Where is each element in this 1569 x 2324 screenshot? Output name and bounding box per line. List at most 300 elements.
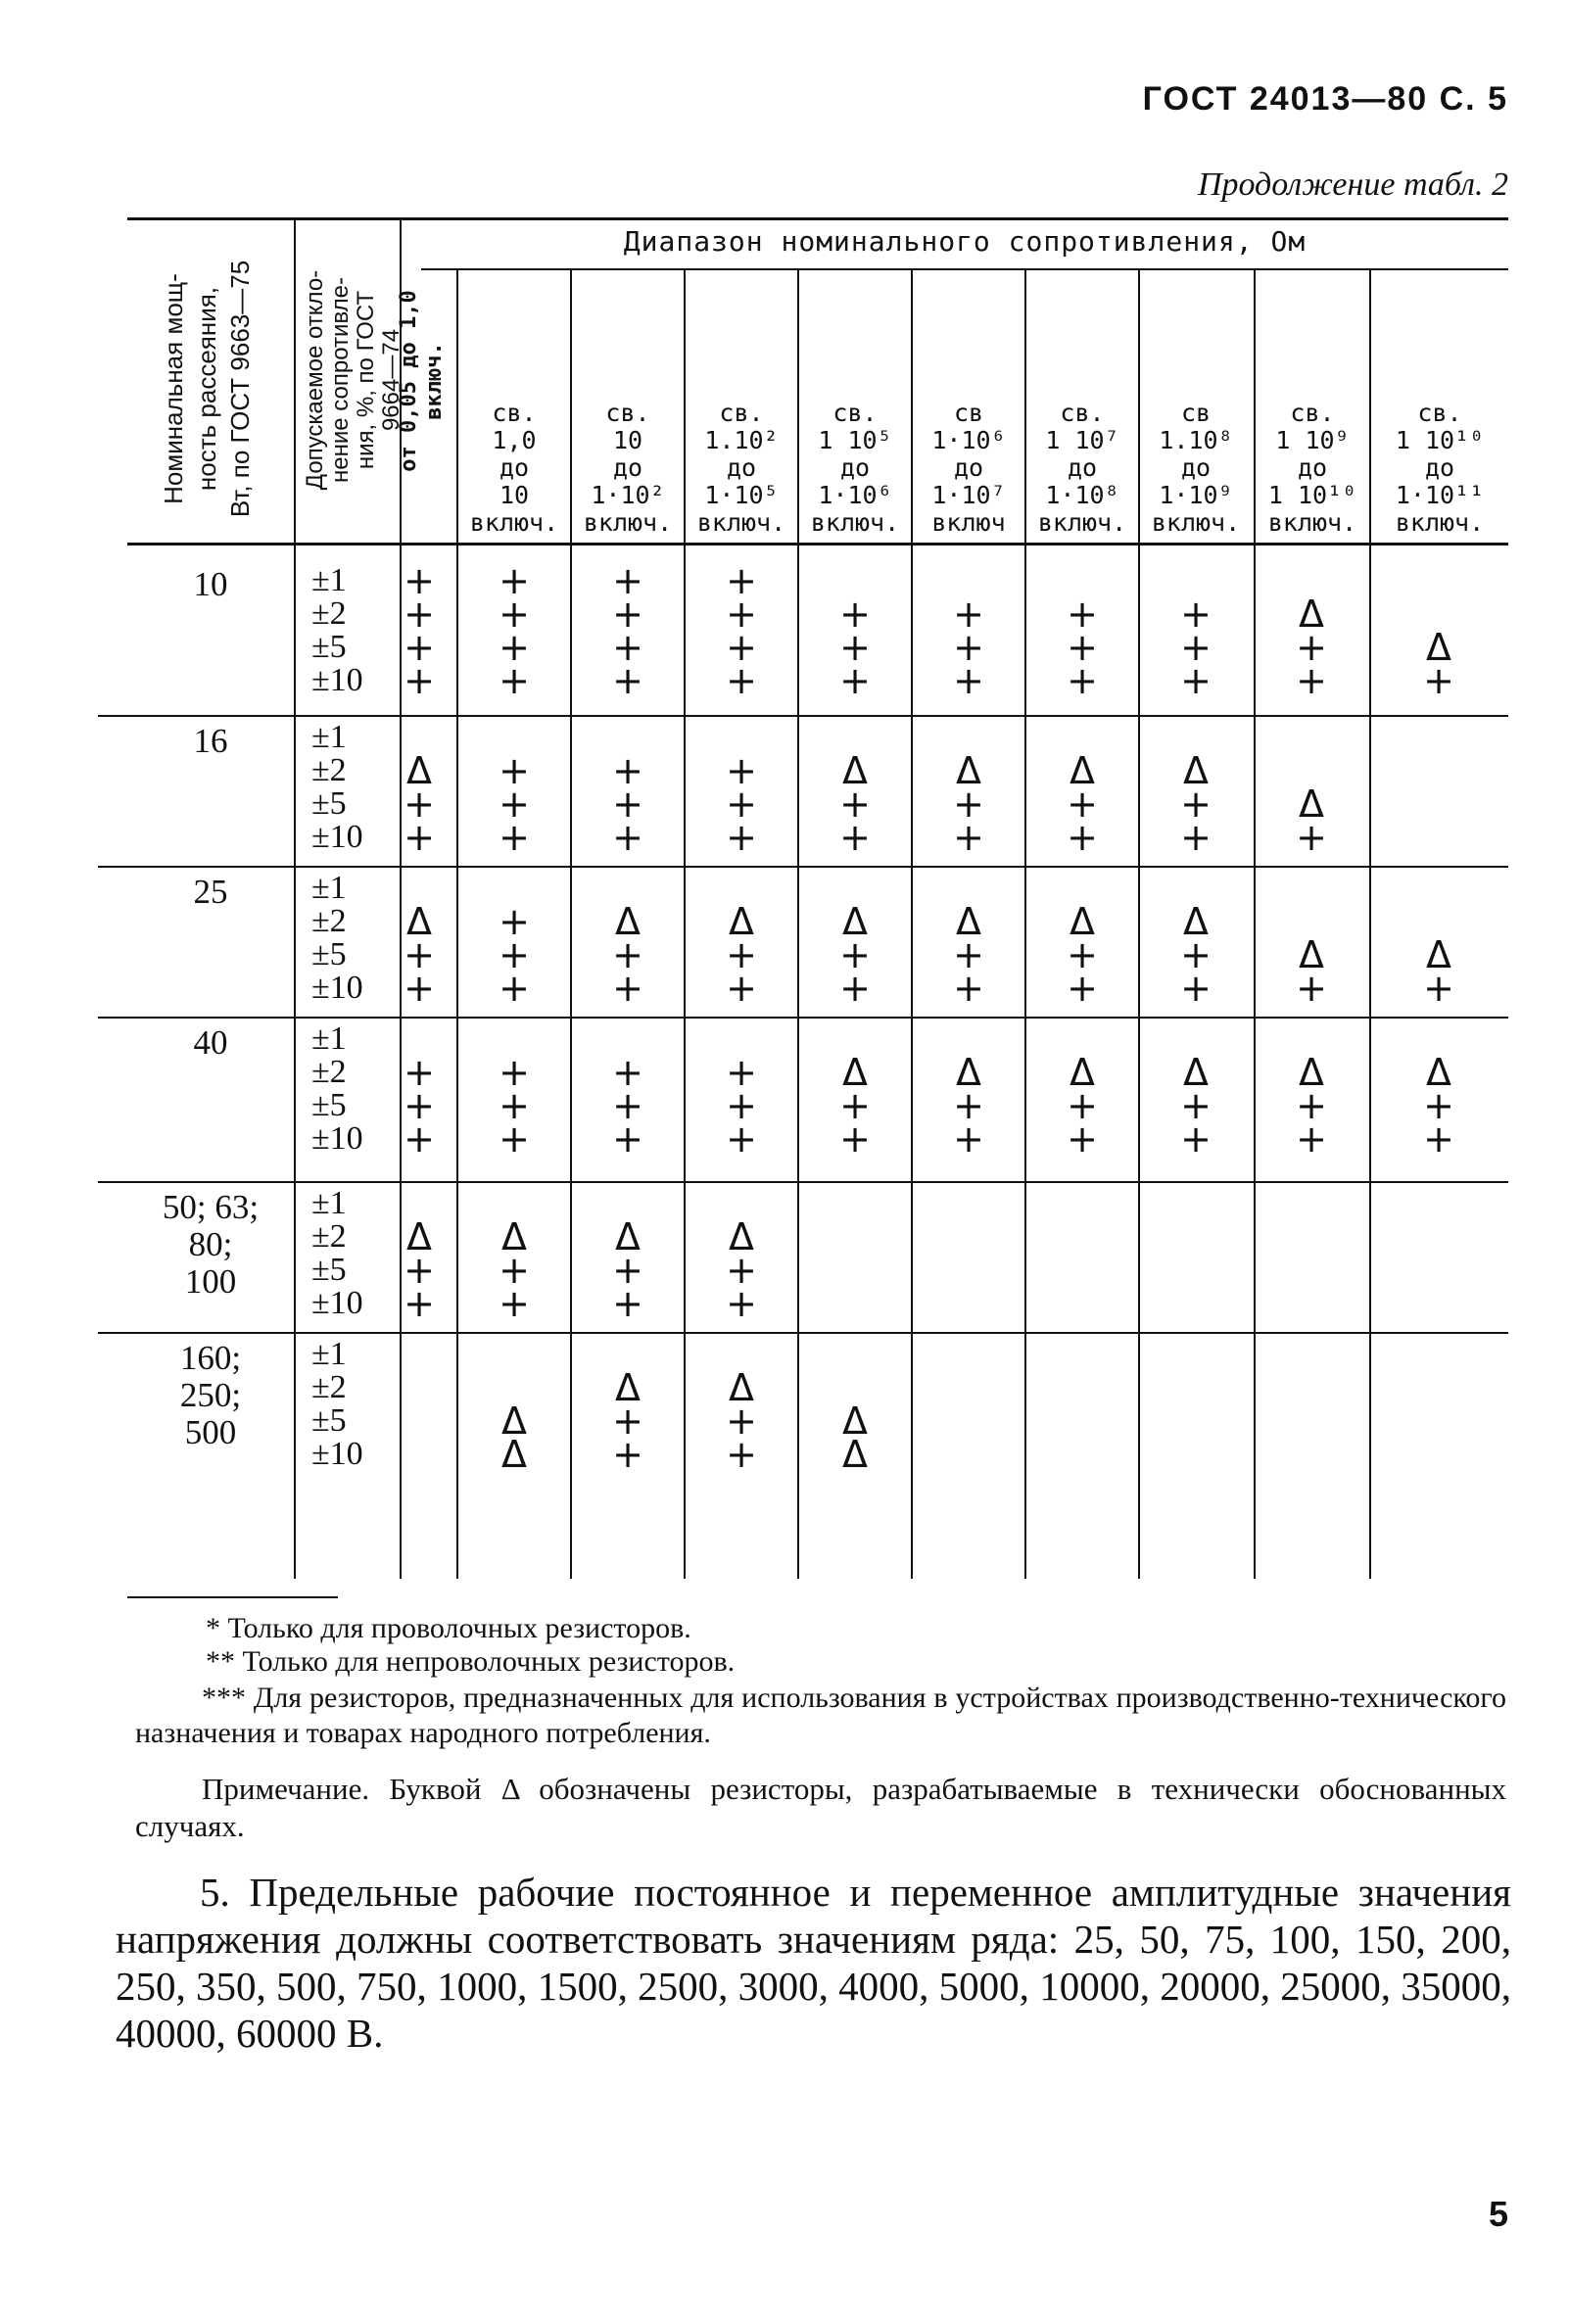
- row-rule: [98, 715, 1508, 717]
- plus-mark: +: [839, 1117, 871, 1161]
- plus-mark: +: [404, 626, 435, 669]
- range-header-line: св.: [605, 399, 650, 427]
- range-header-line: 1 10⁹: [1275, 426, 1350, 454]
- plus-mark: +: [1180, 933, 1212, 976]
- plus-mark: +: [1423, 967, 1454, 1010]
- availability-cell: [1044, 1338, 1120, 1471]
- range-header-line: включ.: [810, 508, 900, 537]
- plus-mark: +: [839, 967, 871, 1010]
- empty-mark: [1158, 1404, 1234, 1438]
- power-line: 100: [184, 1262, 237, 1301]
- empty-mark: [1401, 1438, 1477, 1471]
- range-header-line: включ.: [1395, 508, 1485, 537]
- delta-mark: Δ: [1299, 593, 1324, 636]
- empty-mark: [930, 1438, 1007, 1471]
- empty-mark: [1044, 1287, 1120, 1320]
- delta-mark: Δ: [501, 1433, 527, 1476]
- delta-mark: Δ: [1299, 1051, 1324, 1094]
- empty-mark: [381, 1371, 457, 1404]
- range-header-line: св: [1180, 399, 1212, 427]
- plus-mark: +: [499, 1282, 530, 1325]
- availability-cell: [1158, 721, 1234, 859]
- availability-cell: [930, 872, 1007, 1010]
- plus-mark: +: [499, 749, 530, 792]
- tolerance-value: ±5: [311, 1252, 347, 1288]
- plus-mark: +: [499, 816, 530, 859]
- power-value: [127, 723, 294, 760]
- availability-cell: [1158, 872, 1234, 1010]
- plus-mark: +: [726, 1433, 757, 1476]
- plus-mark: +: [1067, 783, 1098, 826]
- empty-mark: [817, 1254, 893, 1287]
- range-header-line: 1.10²: [704, 426, 779, 454]
- range-header-line: включ.: [1267, 508, 1357, 537]
- plus-mark: +: [1180, 593, 1212, 636]
- availability-cell: [1273, 1022, 1350, 1161]
- range-column-header: [1256, 257, 1369, 550]
- plus-mark: +: [612, 749, 643, 792]
- tolerance-value: ±2: [311, 903, 347, 939]
- plus-mark: +: [1180, 816, 1212, 859]
- plus-mark: +: [1296, 626, 1327, 669]
- plus-mark: +: [404, 783, 435, 826]
- plus-mark: +: [839, 593, 871, 636]
- empty-mark: [930, 1338, 1007, 1371]
- plus-mark: +: [612, 559, 643, 602]
- delta-mark: Δ: [842, 1051, 868, 1094]
- delta-mark: Δ: [1070, 900, 1095, 943]
- empty-mark: [1044, 1220, 1120, 1254]
- empty-mark: [1273, 1254, 1350, 1287]
- range-header-line: 1,0: [492, 426, 537, 454]
- plus-mark: +: [726, 933, 757, 976]
- delta-mark: Δ: [729, 900, 754, 943]
- tolerance-value: ±2: [311, 752, 347, 788]
- delta-mark: Δ: [1299, 933, 1324, 976]
- empty-mark: [1401, 721, 1477, 754]
- plus-mark: +: [726, 1084, 757, 1127]
- range-header-line: 1.10⁸: [1159, 426, 1233, 454]
- empty-mark: [381, 1438, 457, 1471]
- range-column-header: [686, 257, 797, 550]
- range-column-header: [1140, 257, 1252, 550]
- plus-mark: +: [499, 559, 530, 602]
- plus-mark: +: [404, 593, 435, 636]
- plus-mark: +: [612, 933, 643, 976]
- empty-mark: [1044, 1438, 1120, 1471]
- plus-mark: +: [1067, 933, 1098, 976]
- footnote-rule: [127, 1596, 338, 1598]
- empty-mark: [1401, 821, 1477, 854]
- availability-cell: [381, 1022, 457, 1161]
- plus-mark: +: [1067, 626, 1098, 669]
- plus-mark: +: [404, 1117, 435, 1161]
- plus-mark: +: [953, 783, 984, 826]
- plus-mark: +: [1067, 593, 1098, 636]
- delta-mark: Δ: [1183, 749, 1209, 792]
- availability-cell: [1273, 721, 1350, 859]
- empty-mark: [1158, 1371, 1234, 1404]
- empty-mark: [476, 1338, 552, 1371]
- delta-mark: Δ: [842, 1399, 868, 1443]
- power-value: [127, 1340, 294, 1451]
- power-line: 16: [193, 722, 228, 760]
- availability-cell: [1158, 1338, 1234, 1471]
- range-header-line: включ.: [1151, 508, 1241, 537]
- range-header-line: до: [953, 453, 984, 482]
- tolerance-value: ±10: [311, 1120, 363, 1157]
- plus-mark: +: [499, 659, 530, 702]
- empty-mark: [817, 1287, 893, 1320]
- range-header-line: 1 10⁷: [1045, 426, 1119, 454]
- availability-cell: [817, 1022, 893, 1161]
- range-header-line: до: [839, 453, 871, 482]
- delta-mark: Δ: [842, 900, 868, 943]
- range-header-line: включ: [931, 508, 1006, 537]
- plus-mark: +: [726, 1399, 757, 1443]
- range-header-line: включ.: [469, 508, 559, 537]
- plus-mark: +: [726, 626, 757, 669]
- plus-mark: +: [726, 1282, 757, 1325]
- power-value: [127, 1189, 294, 1301]
- plus-mark: +: [612, 593, 643, 636]
- tolerance-value: ±1: [311, 870, 347, 906]
- document-header: ГОСТ 24013—80 С. 5: [1142, 80, 1508, 118]
- empty-mark: [1158, 1254, 1234, 1287]
- availability-cell: [817, 1338, 893, 1476]
- empty-mark: [1401, 564, 1477, 597]
- delta-mark: Δ: [1426, 933, 1451, 976]
- availability-cell: [1044, 721, 1120, 859]
- plus-mark: +: [499, 626, 530, 669]
- plus-mark: +: [612, 1117, 643, 1161]
- range-header-line: включ.: [696, 508, 786, 537]
- tolerance-value: ±10: [311, 819, 363, 855]
- empty-mark: [1044, 1404, 1120, 1438]
- power-line: 50; 63;: [162, 1188, 260, 1226]
- plus-mark: +: [404, 559, 435, 602]
- availability-cell: [1158, 1187, 1234, 1320]
- delta-mark: Δ: [956, 900, 981, 943]
- plus-mark: +: [404, 659, 435, 702]
- range-header-line: до: [499, 453, 530, 482]
- range-header-line: 1 10¹⁰: [1267, 481, 1357, 509]
- plus-mark: +: [726, 1249, 757, 1292]
- empty-mark: [1401, 1404, 1477, 1438]
- plus-mark: +: [1067, 816, 1098, 859]
- empty-mark: [1044, 1338, 1120, 1371]
- availability-cell: [817, 721, 893, 859]
- plus-mark: +: [612, 1084, 643, 1127]
- plus-mark: +: [726, 659, 757, 702]
- availability-cell: [1273, 564, 1350, 702]
- plus-mark: +: [726, 1117, 757, 1161]
- availability-cell: [590, 1187, 666, 1325]
- empty-mark: [381, 1338, 457, 1371]
- empty-mark: [1401, 1220, 1477, 1254]
- plus-mark: +: [404, 1282, 435, 1325]
- plus-mark: +: [953, 593, 984, 636]
- availability-cell: [381, 1187, 457, 1325]
- range-header-line: 1·10⁷: [931, 481, 1006, 509]
- availability-cell: [476, 1187, 552, 1325]
- availability-cell: [1044, 1022, 1120, 1161]
- delta-mark: Δ: [956, 1051, 981, 1094]
- range-column-header: [913, 257, 1024, 550]
- range-header-line: до: [726, 453, 757, 482]
- power-line: 40: [193, 1023, 228, 1062]
- range-header-line: 1·10⁵: [704, 481, 779, 509]
- page-number: 5: [1488, 2194, 1508, 2234]
- plus-mark: +: [404, 1249, 435, 1292]
- availability-cell: [1044, 1187, 1120, 1320]
- plus-mark: +: [1067, 967, 1098, 1010]
- delta-mark: Δ: [406, 749, 432, 792]
- plus-mark: +: [499, 900, 530, 943]
- power-value: [127, 566, 294, 603]
- range-header-line: 1 10¹⁰: [1395, 426, 1485, 454]
- plus-mark: +: [499, 1051, 530, 1094]
- range-header-line: включ.: [1037, 508, 1127, 537]
- delta-mark: Δ: [615, 1366, 641, 1409]
- availability-cell: [590, 872, 666, 1010]
- empty-mark: [1273, 1371, 1350, 1404]
- empty-mark: [1044, 1371, 1120, 1404]
- table-note: Примечание. Буквой Δ обозначены резисторы, разрабатываемые в технически обоснованных случаях.: [135, 1772, 1506, 1843]
- plus-mark: +: [404, 1084, 435, 1127]
- plus-mark: +: [1180, 626, 1212, 669]
- availability-cell: [1401, 872, 1477, 1010]
- plus-mark: +: [404, 1051, 435, 1094]
- delta-mark: Δ: [1183, 1051, 1209, 1094]
- range-header-line: 1·10⁶: [818, 481, 892, 509]
- tolerance-value: ±10: [311, 1285, 363, 1321]
- empty-mark: [930, 1254, 1007, 1287]
- power-line: 80;: [188, 1225, 233, 1263]
- range-column-header: [1026, 257, 1138, 550]
- plus-mark: +: [404, 816, 435, 859]
- plus-mark: +: [953, 816, 984, 859]
- footnote-1: * Только для проволочных резисторов.: [206, 1612, 691, 1644]
- plus-mark: +: [499, 1084, 530, 1127]
- plus-mark: +: [1423, 659, 1454, 702]
- power-line: 500: [184, 1413, 237, 1451]
- col-rule: [294, 217, 296, 1579]
- empty-mark: [381, 1404, 457, 1438]
- empty-mark: [1401, 1254, 1477, 1287]
- tolerance-value: ±2: [311, 1054, 347, 1090]
- availability-cell: [476, 559, 552, 702]
- empty-mark: [1401, 1338, 1477, 1371]
- plus-mark: +: [839, 1084, 871, 1127]
- availability-cell: [817, 564, 893, 702]
- availability-cell: [703, 721, 780, 859]
- empty-mark: [1401, 754, 1477, 787]
- empty-mark: [1158, 1187, 1234, 1220]
- plus-mark: +: [1067, 659, 1098, 702]
- paragraph-5: 5. Предельные рабочие постоянное и переменное амплитудные значения напряжения должны соответствовать значениям ряда: 25, 50, 75, 100, 150, 200, 250, 350, 500, 750, 1000, 1500, 2500, 3000, 4000, 5000, 10000, 20000, 25000, 35000, 40000, 60000 В.: [116, 1870, 1511, 2056]
- tolerance-value: ±5: [311, 629, 347, 665]
- delta-mark: Δ: [729, 1366, 754, 1409]
- range-header-line: 1·10⁹: [1159, 481, 1233, 509]
- range-header-line: до: [1067, 453, 1098, 482]
- empty-mark: [1273, 721, 1350, 754]
- empty-mark: [1158, 1220, 1234, 1254]
- plus-mark: +: [499, 783, 530, 826]
- delta-mark: Δ: [1426, 626, 1451, 669]
- plus-mark: +: [612, 783, 643, 826]
- availability-cell: [1158, 564, 1234, 702]
- plus-mark: +: [726, 816, 757, 859]
- empty-mark: [1158, 1338, 1234, 1371]
- availability-cell: [476, 1022, 552, 1161]
- plus-mark: +: [1423, 1117, 1454, 1161]
- footnote-3: *** Для резисторов, предназначенных для использования в устройствах производственно-технического назначения и товарах народного потребления.: [135, 1682, 1506, 1749]
- resistor-table: [127, 217, 1508, 1579]
- delta-mark: Δ: [729, 1215, 754, 1258]
- availability-cell: [381, 872, 457, 1010]
- power-line: 25: [193, 873, 228, 911]
- availability-cell: [381, 1338, 457, 1471]
- availability-cell: [1273, 1187, 1350, 1320]
- empty-mark: [930, 1187, 1007, 1220]
- delta-mark: Δ: [1183, 900, 1209, 943]
- range-header-line: св.: [1060, 399, 1105, 427]
- plus-mark: +: [1067, 1117, 1098, 1161]
- range-header-line: 1·10¹¹: [1395, 481, 1485, 509]
- plus-mark: +: [839, 659, 871, 702]
- delta-mark: Δ: [615, 1215, 641, 1258]
- tolerance-value: ±1: [311, 1020, 347, 1057]
- power-value: [127, 874, 294, 911]
- empty-mark: [1273, 872, 1350, 905]
- delta-mark: Δ: [1299, 783, 1324, 826]
- tolerance-value: ±5: [311, 1402, 347, 1439]
- header-power: Номинальная мощ- ность рассеяния, Вт, по ГОСТ 9663—75: [159, 260, 255, 518]
- plus-mark: +: [612, 967, 643, 1010]
- empty-mark: [1401, 787, 1477, 821]
- empty-mark: [1273, 1338, 1350, 1371]
- empty-mark: [817, 1220, 893, 1254]
- plus-mark: +: [726, 593, 757, 636]
- header-tolerance: Допускаемое откло- нение сопротивле- ния, %, по ГОСТ 9664—74: [302, 269, 404, 491]
- delta-mark: Δ: [1426, 1051, 1451, 1094]
- availability-cell: [590, 559, 666, 702]
- plus-mark: +: [499, 593, 530, 636]
- range-header-line: св.: [832, 399, 878, 427]
- plus-mark: +: [1180, 967, 1212, 1010]
- delta-mark: Δ: [615, 900, 641, 943]
- availability-cell: [381, 721, 457, 859]
- plus-mark: +: [953, 1084, 984, 1127]
- range-header-line: включ.: [583, 508, 673, 537]
- range-column-header: [1371, 257, 1508, 550]
- plus-mark: +: [726, 783, 757, 826]
- range-header-line: до: [612, 453, 643, 482]
- plus-mark: +: [839, 783, 871, 826]
- range-header-line: 1·10⁶: [931, 426, 1006, 454]
- availability-cell: [817, 1187, 893, 1320]
- tolerance-value: ±1: [311, 1336, 347, 1372]
- row-rule: [98, 1017, 1508, 1019]
- tolerance-value: ±1: [311, 719, 347, 755]
- availability-cell: [1273, 1338, 1350, 1471]
- availability-cell: [1401, 1022, 1477, 1161]
- plus-mark: +: [404, 933, 435, 976]
- delta-mark: Δ: [1070, 1051, 1095, 1094]
- power-value: [127, 1024, 294, 1062]
- plus-mark: +: [839, 626, 871, 669]
- plus-mark: +: [1296, 816, 1327, 859]
- range-header-line: св: [953, 399, 984, 427]
- availability-cell: [1273, 872, 1350, 1010]
- plus-mark: +: [726, 1051, 757, 1094]
- tolerance-value: ±10: [311, 662, 363, 698]
- empty-mark: [930, 1404, 1007, 1438]
- availability-cell: [703, 1022, 780, 1161]
- empty-mark: [1401, 1371, 1477, 1404]
- delta-mark: Δ: [842, 1433, 868, 1476]
- availability-cell: [1401, 721, 1477, 854]
- empty-mark: [1401, 872, 1477, 905]
- delta-mark: Δ: [956, 749, 981, 792]
- tolerance-value: ±2: [311, 595, 347, 632]
- availability-cell: [590, 1022, 666, 1161]
- range-header-line: до: [1424, 453, 1455, 482]
- row-rule: [98, 1332, 1508, 1334]
- empty-mark: [930, 1220, 1007, 1254]
- availability-cell: [930, 1022, 1007, 1161]
- footnote-2: ** Только для непроволочных резисторов.: [206, 1645, 736, 1678]
- availability-cell: [381, 559, 457, 702]
- plus-mark: +: [839, 816, 871, 859]
- plus-mark: +: [612, 1051, 643, 1094]
- range-header-line: до: [1297, 453, 1328, 482]
- plus-mark: +: [612, 816, 643, 859]
- delta-mark: Δ: [1070, 749, 1095, 792]
- plus-mark: +: [499, 1249, 530, 1292]
- empty-mark: [1158, 1287, 1234, 1320]
- plus-mark: +: [404, 967, 435, 1010]
- plus-mark: +: [726, 559, 757, 602]
- delta-mark: Δ: [406, 1215, 432, 1258]
- tolerance-value: ±2: [311, 1369, 347, 1405]
- plus-mark: +: [953, 933, 984, 976]
- empty-mark: [930, 1287, 1007, 1320]
- range-header-line: 10: [612, 426, 643, 454]
- range-header-line: 1 10⁵: [818, 426, 892, 454]
- plus-mark: +: [612, 1249, 643, 1292]
- range-header-line: до: [1180, 453, 1212, 482]
- plus-mark: +: [839, 933, 871, 976]
- plus-mark: +: [1180, 1084, 1212, 1127]
- plus-mark: +: [612, 1399, 643, 1443]
- availability-cell: [1401, 1187, 1477, 1320]
- availability-cell: [1044, 872, 1120, 1010]
- plus-mark: +: [726, 967, 757, 1010]
- availability-cell: [930, 1187, 1007, 1320]
- availability-cell: [703, 559, 780, 702]
- availability-cell: [1401, 564, 1477, 702]
- availability-cell: [703, 872, 780, 1010]
- tolerance-value: ±1: [311, 562, 347, 598]
- plus-mark: +: [1067, 1084, 1098, 1127]
- plus-mark: +: [1180, 659, 1212, 702]
- table-continuation-caption: Продолжение табл. 2: [1197, 166, 1508, 203]
- plus-mark: +: [499, 1117, 530, 1161]
- plus-mark: +: [953, 659, 984, 702]
- plus-mark: +: [1296, 1117, 1327, 1161]
